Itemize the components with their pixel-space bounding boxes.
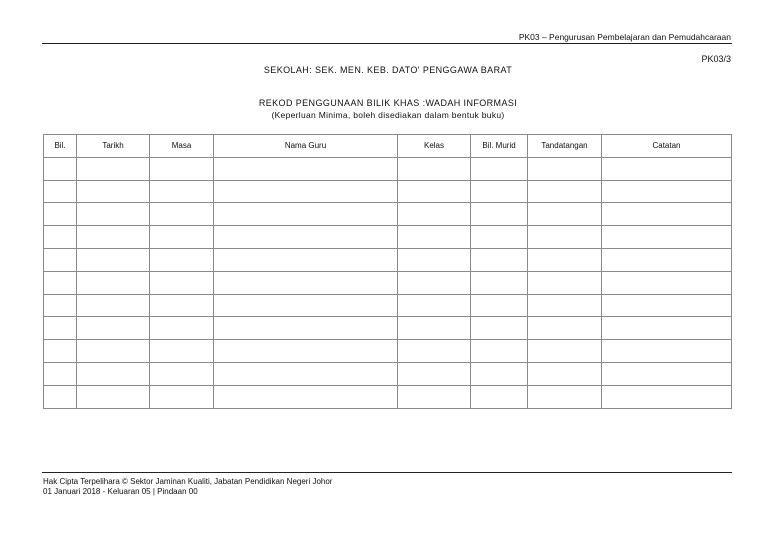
table-cell [471,157,528,180]
table-cell [214,180,398,203]
table-row [44,385,732,408]
table-cell [398,385,471,408]
table-cell [398,317,471,340]
table-cell [602,180,732,203]
table-cell [150,271,214,294]
table-row [44,271,732,294]
table-cell [44,157,77,180]
table-cell [528,317,602,340]
table-body [44,157,732,408]
table-cell [528,362,602,385]
table-cell [398,271,471,294]
table-cell [150,294,214,317]
table-row [44,180,732,203]
table-cell [44,340,77,363]
table-cell [602,248,732,271]
record-title: REKOD PENGGUNAAN BILIK KHAS :WADAH INFORMASI [258,98,518,108]
table-row [44,317,732,340]
table-cell [602,362,732,385]
table-cell [398,203,471,226]
column-header-tarikh: Tarikh [77,135,150,158]
usage-record-table [43,134,732,409]
record-subtitle: (Keperluan Minima, boleh disediakan dalam bentuk buku) [271,110,505,120]
table-cell [44,294,77,317]
column-header-bil: Bil. [44,135,77,158]
table-cell [44,180,77,203]
table-row [44,362,732,385]
table-cell [398,362,471,385]
table-cell [528,157,602,180]
table-cell [77,340,150,363]
table-cell [44,203,77,226]
table-cell [77,226,150,249]
table-cell [150,180,214,203]
table-cell [77,180,150,203]
table-cell [602,226,732,249]
table-cell [77,203,150,226]
header-divider [42,43,732,44]
table-cell [528,294,602,317]
form-code: PK03/3 [701,54,731,64]
table-cell [471,317,528,340]
table-cell [398,340,471,363]
table-cell [528,385,602,408]
table-cell [150,248,214,271]
table-cell [44,226,77,249]
table-cell [44,385,77,408]
table-cell [77,248,150,271]
table-cell [602,203,732,226]
table-cell [214,248,398,271]
table-cell [398,157,471,180]
table-cell [528,226,602,249]
table-cell [214,362,398,385]
table-cell [77,317,150,340]
table-cell [214,340,398,363]
table-cell [398,226,471,249]
table-header-row [44,135,732,158]
column-header-masa: Masa [150,135,214,158]
table-row [44,248,732,271]
table-cell [471,294,528,317]
table-row [44,226,732,249]
table-cell [77,294,150,317]
table-cell [44,362,77,385]
column-header-nama-guru: Nama Guru [214,135,398,158]
table-cell [150,317,214,340]
school-name: SEKOLAH: SEK. MEN. KEB. DATO' PENGGAWA BARAT [263,65,513,75]
column-header-catatan: Catatan [602,135,732,158]
table-cell [150,340,214,363]
table-cell [150,157,214,180]
table-cell [471,180,528,203]
table-cell [150,362,214,385]
footer-divider [42,472,732,473]
table-row [44,157,732,180]
table-cell [214,317,398,340]
table-cell [602,294,732,317]
table-row [44,294,732,317]
table-row [44,340,732,363]
table-cell [471,203,528,226]
table-cell [77,271,150,294]
table-cell [398,180,471,203]
table-cell [44,317,77,340]
table-cell [214,157,398,180]
table-cell [398,294,471,317]
table-cell [150,385,214,408]
table-cell [602,340,732,363]
table-row [44,203,732,226]
document-code-title: PK03 – Pengurusan Pembelajaran dan Pemudahcaraan [518,32,731,42]
table-cell [528,180,602,203]
table-cell [602,385,732,408]
table-cell [528,203,602,226]
table-cell [150,203,214,226]
table-cell [214,385,398,408]
column-header-tandatangan: Tandatangan [528,135,602,158]
table-cell [471,362,528,385]
table-cell [602,317,732,340]
table-cell [602,157,732,180]
footer-copyright: Hak Cipta Terpelihara © Sektor Jaminan Kualiti, Jabatan Pendidikan Negeri Johor [43,477,333,486]
table-cell [528,340,602,363]
table-cell [77,362,150,385]
table-cell [471,385,528,408]
table-cell [471,340,528,363]
table-cell [602,271,732,294]
column-header-kelas: Kelas [398,135,471,158]
table-cell [150,226,214,249]
table-cell [471,248,528,271]
footer-edition: 01 Januari 2018 - Keluaran 05 | Pindaan 00 [43,487,198,496]
table-cell [44,248,77,271]
table-cell [77,157,150,180]
table-cell [471,271,528,294]
table-cell [214,271,398,294]
table-cell [398,248,471,271]
table-cell [214,294,398,317]
table-cell [214,226,398,249]
table-cell [77,385,150,408]
table-cell [528,248,602,271]
column-header-bil-murid: Bil. Murid [471,135,528,158]
table-cell [214,203,398,226]
table-cell [471,226,528,249]
table-cell [44,271,77,294]
table-cell [528,271,602,294]
